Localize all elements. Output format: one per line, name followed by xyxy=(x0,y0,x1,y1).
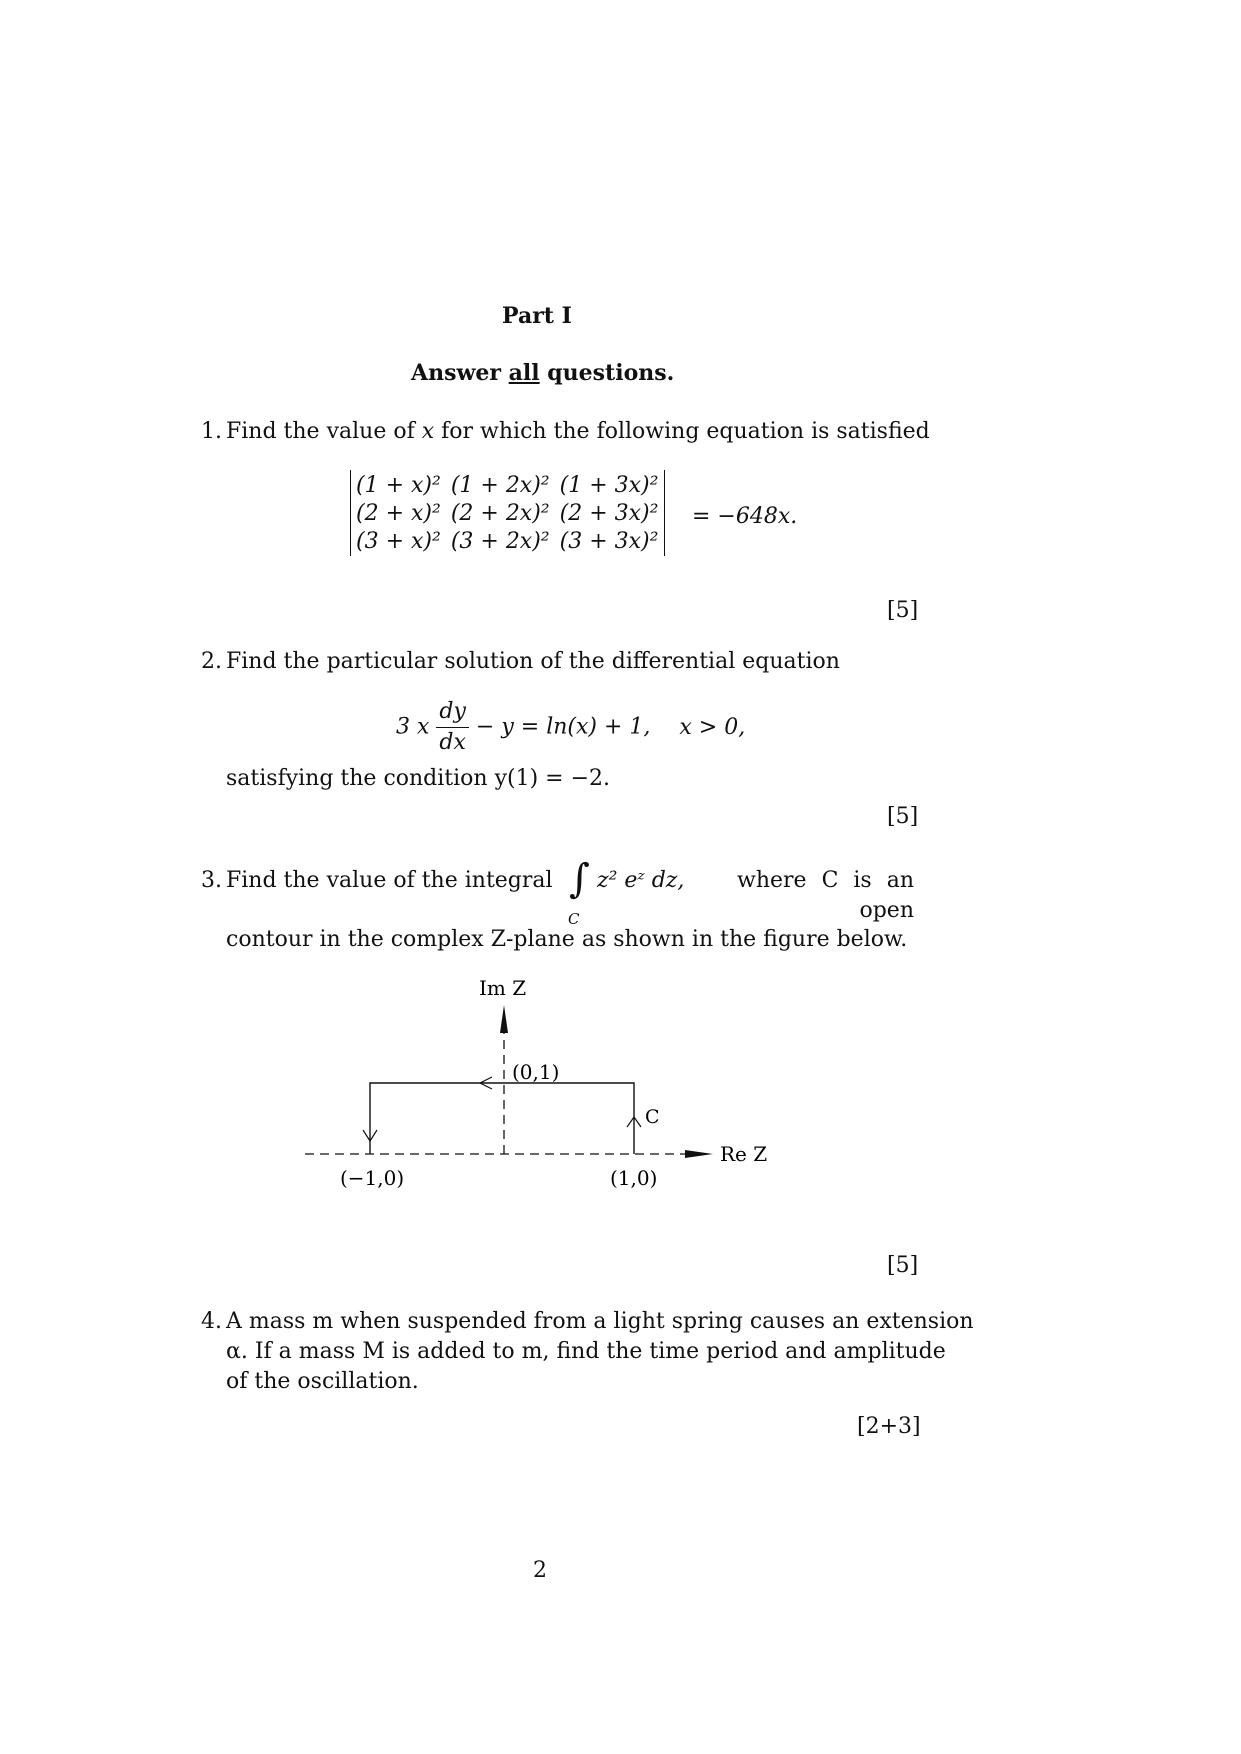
q3-number: 3. xyxy=(201,868,222,893)
q3-integral-sub: C xyxy=(568,910,580,928)
matrix-cell: (2 + x)² xyxy=(356,500,441,526)
q1-text-b: for which the following equation is satisfied xyxy=(434,419,930,444)
q4-line-2: α. If a mass M is added to m, find the time period and amplitude xyxy=(226,1339,946,1364)
q1-var: x xyxy=(421,419,435,444)
matrix-cell: (1 + 3x)² xyxy=(559,472,659,498)
q2-marks: [5] xyxy=(887,804,919,829)
q2-condition: satisfying the condition y(1) = −2. xyxy=(226,766,611,791)
matrix-cell: (1 + x)² xyxy=(356,472,441,498)
q3-contour-figure xyxy=(260,975,820,1200)
matrix-cell: (3 + 2x)² xyxy=(450,528,550,554)
instruction-suffix: questions. xyxy=(539,360,675,386)
label-point-1-0: (1,0) xyxy=(610,1166,658,1190)
part-title: Part I xyxy=(502,303,572,329)
q2-eq-cond: x > 0, xyxy=(679,714,746,740)
matrix-row xyxy=(355,527,660,555)
q2-frac-den: dx xyxy=(439,730,466,755)
label-re-z: Re Z xyxy=(720,1142,768,1166)
instruction xyxy=(411,360,674,386)
q2-eq-rest: − y = ln(x) + 1, xyxy=(475,714,651,740)
q1-rhs: = −648x. xyxy=(692,504,798,529)
matrix-row xyxy=(355,471,660,499)
label-point-0-1: (0,1) xyxy=(512,1060,560,1084)
q1-marks: [5] xyxy=(887,598,919,623)
matrix-cell: (2 + 3x)² xyxy=(559,500,659,526)
q4-line-1: A mass m when suspended from a light spring causes an extension xyxy=(226,1309,974,1334)
q1-text-a: Find the value of xyxy=(226,419,422,444)
q1-determinant xyxy=(350,470,665,556)
page-number: 2 xyxy=(533,1558,547,1583)
instruction-underlined: all xyxy=(508,360,540,386)
q2-frac-num: dy xyxy=(436,697,469,728)
matrix-cell: (1 + 2x)² xyxy=(450,472,550,498)
q2-equation xyxy=(396,697,745,758)
real-axis-arrow-icon xyxy=(685,1150,713,1158)
q3-text-a: Find the value of the integral xyxy=(226,868,553,893)
matrix-row xyxy=(355,499,660,527)
q4-marks: [2+3] xyxy=(857,1414,921,1439)
instruction-prefix: Answer xyxy=(411,360,509,386)
q2-eq-coef: 3 x xyxy=(396,714,430,740)
contour-path xyxy=(370,1083,634,1154)
imag-axis-arrow-icon xyxy=(500,1005,508,1033)
matrix-cell: (3 + 3x)² xyxy=(559,528,659,554)
q3-integrand: z² eᶻ dz, xyxy=(597,868,685,893)
label-im-z: Im Z xyxy=(479,976,527,1000)
q1-text xyxy=(226,417,930,447)
label-contour-c: C xyxy=(645,1106,660,1128)
matrix-cell: (3 + x)² xyxy=(356,528,441,554)
q3-text-b: where C is an open xyxy=(737,868,914,923)
integral-sign-icon: ∫ xyxy=(569,856,590,902)
q3-text-c: contour in the complex Z-plane as shown in the figure below. xyxy=(226,927,908,952)
matrix-cell: (2 + 2x)² xyxy=(450,500,550,526)
q2-number: 2. xyxy=(201,649,222,674)
q2-text: Find the particular solution of the differential equation xyxy=(226,649,840,674)
q3-marks: [5] xyxy=(887,1253,919,1278)
q1-matrix xyxy=(355,471,660,555)
label-point-m1-0: (−1,0) xyxy=(340,1166,405,1190)
q4-number: 4. xyxy=(201,1309,222,1334)
q4-line-3: of the oscillation. xyxy=(226,1369,419,1394)
q2-fraction xyxy=(436,697,469,758)
q1-number: 1. xyxy=(201,419,222,444)
